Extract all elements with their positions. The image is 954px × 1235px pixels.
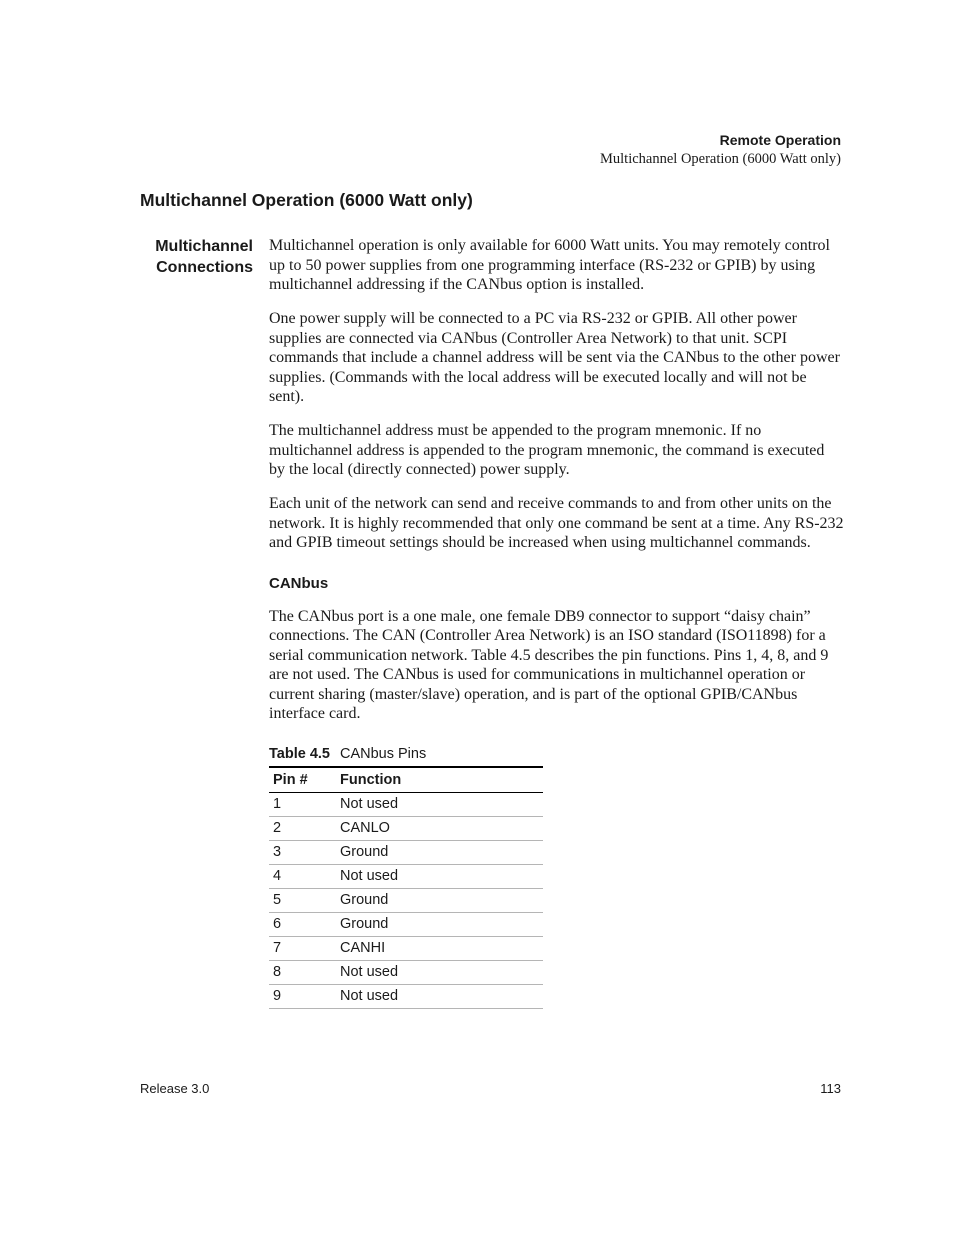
pin-cell: 4 <box>269 864 336 888</box>
pin-cell: 2 <box>269 816 336 840</box>
column-header-function: Function <box>336 767 543 793</box>
function-cell: Ground <box>336 840 543 864</box>
function-cell: CANHI <box>336 936 543 960</box>
canbus-heading: CANbus <box>269 574 329 592</box>
table-header-row <box>269 767 543 793</box>
table-title: CANbus Pins <box>339 745 427 762</box>
table-number: Table 4.5 <box>269 745 330 762</box>
pin-cell: 3 <box>269 840 336 864</box>
pin-cell: 1 <box>269 792 336 816</box>
pin-cell: 7 <box>269 936 336 960</box>
function-cell: Ground <box>336 888 543 912</box>
pin-cell: 8 <box>269 960 336 984</box>
paragraph: One power supply will be connected to a PC via RS-232 or GPIB. All other power supplies are connected via CANbus (Controller Area Network) to that unit. SCPI commands that include a channel address will be sent via the CANbus to the other power supplies. (Commands with the local address will be executed locally and will not be sent). <box>269 310 840 405</box>
page-heading: Multichannel Operation (6000 Watt only) <box>140 190 473 210</box>
canbus-paragraph: The CANbus port is a one male, one female DB9 connector to support “daisy chain” connections. The CAN (Controller Area Network) is an ISO standard (ISO11898) for a serial communication network. Table 4.5 describes the pin functions. Pins 1, 4, 8, and 9 are not used. The CANbus is used for communications in multichannel operation or current sharing (master/slave) operation, and is part of the optional GPIB/CANbus interface card. <box>269 607 829 722</box>
running-head-section: Remote Operation <box>719 132 841 148</box>
paragraph: Multichannel operation is only available for 6000 Watt units. You may remotely control up to 50 power supplies from one programming interface (RS-232 or GPIB) by using multichannel addressing if the CANbus option is installed. <box>269 237 830 293</box>
function-cell: Ground <box>336 912 543 936</box>
table-row <box>269 864 543 888</box>
column-header-pin: Pin # <box>269 767 336 793</box>
table-row <box>269 888 543 912</box>
pin-cell: 6 <box>269 912 336 936</box>
side-heading-line1: Multichannel <box>155 238 253 255</box>
footer-page-number: 113 <box>820 1081 841 1096</box>
function-cell: Not used <box>336 984 543 1008</box>
table-row <box>269 936 543 960</box>
table-row <box>269 792 543 816</box>
body-column <box>269 236 844 1009</box>
paragraph: The multichannel address must be appended to the program mnemonic. If no multichannel address is appended to the program mnemonic, the command is executed by the local (directly connected) power supply. <box>269 422 825 478</box>
side-heading-line2: Connections <box>156 259 253 276</box>
pin-cell: 9 <box>269 984 336 1008</box>
function-cell: CANLO <box>336 816 543 840</box>
table-row <box>269 816 543 840</box>
pin-cell: 5 <box>269 888 336 912</box>
paragraph: Each unit of the network can send and receive commands to and from other units on the network. It is highly recommended that only one command be sent at a time. Any RS-232 and GPIB timeout settings should be increased when using multichannel commands. <box>269 495 844 551</box>
table-row <box>269 984 543 1008</box>
running-head <box>600 131 841 168</box>
footer-release: Release 3.0 <box>140 1081 210 1096</box>
side-heading <box>130 236 253 278</box>
table-row <box>269 960 543 984</box>
canbus-pins-table <box>269 766 543 1009</box>
function-cell: Not used <box>336 864 543 888</box>
function-cell: Not used <box>336 792 543 816</box>
function-cell: Not used <box>336 960 543 984</box>
table-row <box>269 912 543 936</box>
running-head-subsection: Multichannel Operation (6000 Watt only) <box>600 151 841 167</box>
table-row <box>269 840 543 864</box>
table-caption <box>269 746 844 762</box>
